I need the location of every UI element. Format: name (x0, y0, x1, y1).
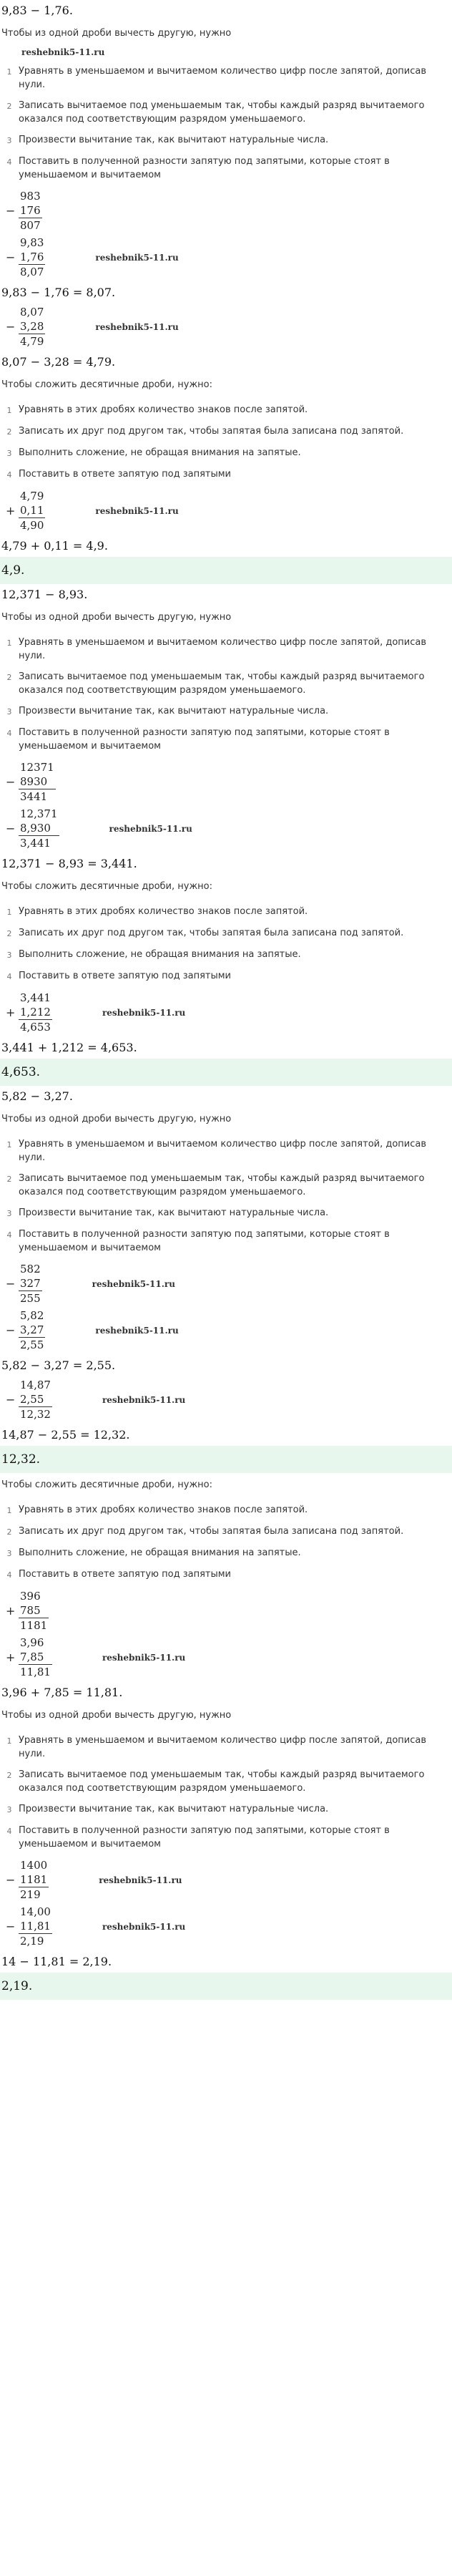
column-row: 12,32 (20, 1408, 51, 1421)
watermark: reshebnik5-11.ru (99, 1875, 182, 1885)
rule-intro: Чтобы из одной дроби вычесть другую, нужно (1, 28, 232, 39)
step-text: Поставить в полученной разности запятую под запятыми, которые стоят в уменьшаемом и вычитаемом (19, 727, 390, 752)
column-row: 14,00 (20, 1905, 51, 1918)
step-number: 1 (6, 1506, 12, 1515)
step-number: 3 (6, 136, 12, 145)
column-row: 255 (20, 1292, 41, 1305)
column-calculation (6, 1858, 452, 1902)
column-row: 5,82 (20, 1309, 44, 1322)
step-number: 1 (6, 908, 12, 917)
column-rows (19, 1308, 45, 1352)
column-row: 1181 (20, 1619, 48, 1632)
step-text: Поставить в полученной разности запятую под запятыми, которые стоят в уменьшаемом и вычитаемом (19, 1825, 390, 1850)
column-rows (19, 189, 42, 233)
step-number: 2 (6, 1771, 12, 1780)
step-text: Уравнять в уменьшаемом и вычитаемом количество цифр после запятой, дописав нули. (19, 637, 427, 661)
step-number: 3 (6, 707, 12, 716)
column-calculation (6, 235, 452, 279)
column-row: 1181 (20, 1873, 48, 1886)
operator-sign: − (6, 320, 16, 334)
step-number: 4 (6, 1230, 12, 1240)
step-number: 2 (6, 673, 12, 682)
column-row: 176 (20, 204, 41, 217)
step-text: Уравнять в этих дробях количество знаков после запятой. (19, 404, 308, 415)
rule-step (0, 948, 452, 962)
rule-step (0, 64, 452, 92)
step-text: Поставить в полученной разности запятую под запятыми, которые стоят в уменьшаемом и вычитаемом (19, 156, 390, 180)
rule-step (0, 133, 452, 147)
watermark: reshebnik5-11.ru (95, 505, 179, 516)
column-row: 14,87 (20, 1379, 51, 1391)
step-number: 3 (6, 1209, 12, 1218)
rule-step (0, 446, 452, 460)
step-number: 2 (6, 1527, 12, 1537)
rule-step (0, 1546, 452, 1560)
answer-line: 12,32. (0, 1446, 452, 1473)
operator-sign: − (6, 1393, 16, 1406)
column-rows (19, 807, 59, 850)
column-rows (19, 760, 56, 804)
column-rows (19, 235, 45, 279)
operator-sign: + (6, 504, 16, 517)
watermark: reshebnik5-11.ru (102, 1652, 186, 1663)
watermark: reshebnik5-11.ru (95, 252, 179, 263)
step-number: 1 (6, 67, 12, 77)
column-row: 0,11 (20, 504, 44, 517)
step-text: Записать их друг под другом так, чтобы запятая была записана под запятой. (19, 426, 404, 437)
step-text: Поставить в ответе запятую под запятыми (19, 469, 231, 480)
step-text: Уравнять в уменьшаемом и вычитаемом количество цифр после запятой, дописав нули. (19, 66, 427, 90)
step-text: Записать вычитаемое под уменьшаемым так, чтобы каждый разряд вычитаемого оказался под соответствующим разрядом уменьшаемого. (19, 1173, 425, 1197)
column-row: 4,90 (20, 519, 44, 532)
operator-sign: − (6, 1277, 16, 1291)
step-number: 4 (6, 1827, 12, 1836)
rule-intro: Чтобы из одной дроби вычесть другую, нужно (1, 1114, 232, 1124)
step-number: 4 (6, 157, 12, 167)
math-expression: 5,82 − 3,27 = 2,55. (1, 1359, 116, 1372)
column-calculation (6, 1308, 452, 1352)
step-number: 1 (6, 638, 12, 648)
rule-step (0, 1768, 452, 1795)
step-text: Записать их друг под другом так, чтобы запятая была записана под запятой. (19, 1526, 404, 1537)
column-calculation (6, 1905, 452, 1948)
step-text: Уравнять в этих дробях количество знаков после запятой. (19, 1505, 308, 1515)
column-row: 3,28 (20, 320, 44, 333)
column-rows (19, 1858, 49, 1902)
column-row: 4,79 (20, 335, 44, 348)
math-expression: 12,371 − 8,93. (1, 588, 88, 601)
column-row: 12371 (20, 761, 54, 774)
watermark: reshebnik5-11.ru (109, 823, 192, 834)
step-text: Произвести вычитание так, как вычитают натуральные числа. (19, 1207, 329, 1218)
column-rows (19, 305, 45, 349)
step-text: Поставить в полученной разности запятую под запятыми, которые стоят в уменьшаемом и вычитаемом (19, 1229, 390, 1253)
column-calculation (6, 489, 452, 533)
column-row: 396 (20, 1590, 41, 1603)
step-number: 4 (6, 470, 12, 480)
step-number: 4 (6, 1570, 12, 1580)
column-row: 8930 (19, 774, 56, 789)
rule-step (0, 1172, 452, 1199)
column-row: 219 (20, 1888, 41, 1901)
rule-step (0, 670, 452, 697)
column-row: 327 (20, 1277, 41, 1290)
answer-line: 4,653. (0, 1059, 452, 1086)
rule-step (0, 704, 452, 719)
column-rows (19, 1635, 52, 1679)
rule-step (0, 1734, 452, 1761)
step-number: 3 (6, 449, 12, 458)
step-text: Выполнить сложение, не обращая внимания на запятые. (19, 949, 301, 960)
step-number: 2 (6, 929, 12, 938)
column-calculation (6, 1378, 452, 1421)
column-calculation (6, 807, 452, 850)
rule-step (0, 1137, 452, 1165)
step-text: Уравнять в уменьшаемом и вычитаемом количество цифр после запятой, дописав нули. (19, 1139, 427, 1163)
rule-step (0, 1802, 452, 1817)
rule-step (0, 467, 452, 482)
step-text: Уравнять в этих дробях количество знаков после запятой. (19, 906, 308, 917)
column-calculation (6, 760, 452, 804)
column-row: 3,27 (20, 1323, 44, 1336)
watermark: reshebnik5-11.ru (95, 1325, 179, 1336)
column-row: 3441 (20, 790, 48, 803)
rule-step (0, 1503, 452, 1517)
step-text: Записать вычитаемое под уменьшаемым так, чтобы каждый разряд вычитаемого оказался под соответствующим разрядом уменьшаемого. (19, 671, 425, 696)
math-expression: 12,371 − 8,93 = 3,441. (1, 857, 137, 870)
step-number: 2 (6, 1175, 12, 1184)
column-calculation (6, 1589, 452, 1633)
watermark: reshebnik5-11.ru (102, 1007, 186, 1018)
step-text: Поставить в ответе запятую под запятыми (19, 1569, 231, 1580)
column-row: 8,07 (20, 266, 44, 278)
rule-step (0, 1228, 452, 1255)
column-rows (19, 489, 45, 533)
math-expression: 3,96 + 7,85 = 11,81. (1, 1686, 123, 1699)
rule-step (0, 636, 452, 663)
rule-step (0, 1824, 452, 1851)
rule-step (0, 99, 452, 126)
column-row: 3,441 (20, 837, 51, 850)
math-expression: 14,87 − 2,55 = 12,32. (1, 1428, 130, 1442)
rule-step (0, 424, 452, 439)
rule-intro: Чтобы из одной дроби вычесть другую, нужно (1, 1710, 232, 1721)
math-expression: 3,441 + 1,212 = 4,653. (1, 1041, 137, 1054)
column-row: 7,85 (19, 1650, 52, 1665)
column-row: 4,79 (20, 490, 44, 502)
step-text: Выполнить сложение, не обращая внимания на запятые. (19, 447, 301, 458)
step-text: Записать вычитаемое под уменьшаемым так, чтобы каждый разряд вычитаемого оказался под соответствующим разрядом уменьшаемого. (19, 1769, 425, 1794)
column-row: 8,07 (20, 306, 44, 319)
column-rows (19, 1589, 49, 1633)
rule-step (0, 926, 452, 941)
step-text: Произвести вычитание так, как вычитают натуральные числа. (19, 706, 329, 716)
rule-step (0, 726, 452, 753)
math-expression: 8,07 − 3,28 = 4,79. (1, 355, 116, 369)
rule-step (0, 905, 452, 919)
rule-step (0, 1525, 452, 1539)
operator-sign: − (6, 1323, 16, 1337)
column-rows (19, 991, 52, 1034)
column-row: 2,55 (19, 1392, 52, 1407)
column-row: 11,81 (20, 1666, 51, 1678)
step-number: 4 (6, 729, 12, 738)
step-number: 3 (6, 1805, 12, 1814)
step-number: 1 (6, 1736, 12, 1746)
column-row: 11,81 (20, 1920, 51, 1933)
math-expression: 5,82 − 3,27. (1, 1089, 73, 1103)
rule-intro: Чтобы сложить десятичные дроби, нужно: (1, 1479, 213, 1490)
math-expression: 14 − 11,81 = 2,19. (1, 1955, 112, 1968)
operator-sign: + (6, 1604, 16, 1618)
step-text: Поставить в ответе запятую под запятыми (19, 971, 231, 981)
answer-line: 4,9. (0, 557, 452, 584)
rule-step (0, 969, 452, 983)
watermark: reshebnik5-11.ru (95, 321, 179, 332)
column-row: 983 (20, 190, 41, 203)
step-number: 3 (6, 951, 12, 960)
math-expression: 9,83 − 1,76 = 8,07. (1, 286, 116, 299)
operator-sign: − (6, 775, 16, 789)
watermark: reshebnik5-11.ru (21, 47, 105, 57)
step-text: Произвести вычитание так, как вычитают натуральные числа. (19, 1804, 329, 1814)
math-expression: 4,79 + 0,11 = 4,9. (1, 539, 108, 553)
column-row: 3,96 (20, 1636, 44, 1649)
math-expression: 9,83 − 1,76. (1, 4, 73, 17)
step-number: 1 (6, 1140, 12, 1150)
column-row: 9,83 (20, 236, 44, 249)
rule-intro: Чтобы сложить десятичные дроби, нужно: (1, 881, 213, 892)
column-row: 582 (20, 1263, 41, 1275)
step-text: Записать вычитаемое под уменьшаемым так, чтобы каждый разряд вычитаемого оказался под соответствующим разрядом уменьшаемого. (19, 100, 425, 125)
step-text: Выполнить сложение, не обращая внимания на запятые. (19, 1547, 301, 1558)
column-rows (19, 1905, 52, 1948)
column-row: 1,76 (20, 251, 44, 263)
rule-step (0, 403, 452, 417)
column-row: 1400 (20, 1859, 48, 1872)
answer-line: 2,19. (0, 1973, 452, 2000)
column-row: 4,653 (20, 1021, 51, 1034)
column-calculation (6, 991, 452, 1034)
operator-sign: − (6, 251, 16, 264)
operator-sign: − (6, 204, 16, 218)
step-number: 1 (6, 406, 12, 415)
rule-intro: Чтобы из одной дроби вычесть другую, нужно (1, 612, 232, 623)
step-text: Произвести вычитание так, как вычитают натуральные числа. (19, 135, 329, 145)
operator-sign: + (6, 1651, 16, 1664)
step-number: 4 (6, 972, 12, 981)
column-row: 12,371 (20, 807, 58, 820)
column-rows (19, 1262, 42, 1306)
column-rows (19, 1378, 52, 1421)
step-text: Уравнять в уменьшаемом и вычитаемом количество цифр после запятой, дописав нули. (19, 1735, 427, 1759)
operator-sign: − (6, 1873, 16, 1887)
column-calculation (6, 189, 452, 233)
rule-step (0, 1206, 452, 1220)
column-row: 8,930 (19, 821, 59, 836)
column-row: 3,441 (20, 991, 51, 1004)
column-row: 785 (19, 1603, 49, 1618)
operator-sign: − (6, 822, 16, 835)
column-row: 1,212 (20, 1006, 51, 1019)
watermark: reshebnik5-11.ru (92, 1278, 175, 1289)
rule-step (0, 1568, 452, 1582)
column-calculation (6, 305, 452, 349)
rule-step (0, 155, 452, 182)
operator-sign: + (6, 1006, 16, 1019)
watermark: reshebnik5-11.ru (102, 1921, 186, 1932)
rule-intro: Чтобы сложить десятичные дроби, нужно: (1, 379, 213, 390)
column-calculation (6, 1635, 452, 1679)
operator-sign: − (6, 1920, 16, 1933)
watermark: reshebnik5-11.ru (102, 1394, 186, 1405)
step-number: 3 (6, 1549, 12, 1558)
step-number: 2 (6, 427, 12, 437)
column-row: 2,19 (20, 1935, 44, 1948)
column-calculation (6, 1262, 452, 1306)
step-number: 2 (6, 102, 12, 111)
column-row: 807 (20, 219, 41, 232)
step-text: Записать их друг под другом так, чтобы запятая была записана под запятой. (19, 928, 404, 938)
column-row: 2,55 (20, 1338, 44, 1351)
